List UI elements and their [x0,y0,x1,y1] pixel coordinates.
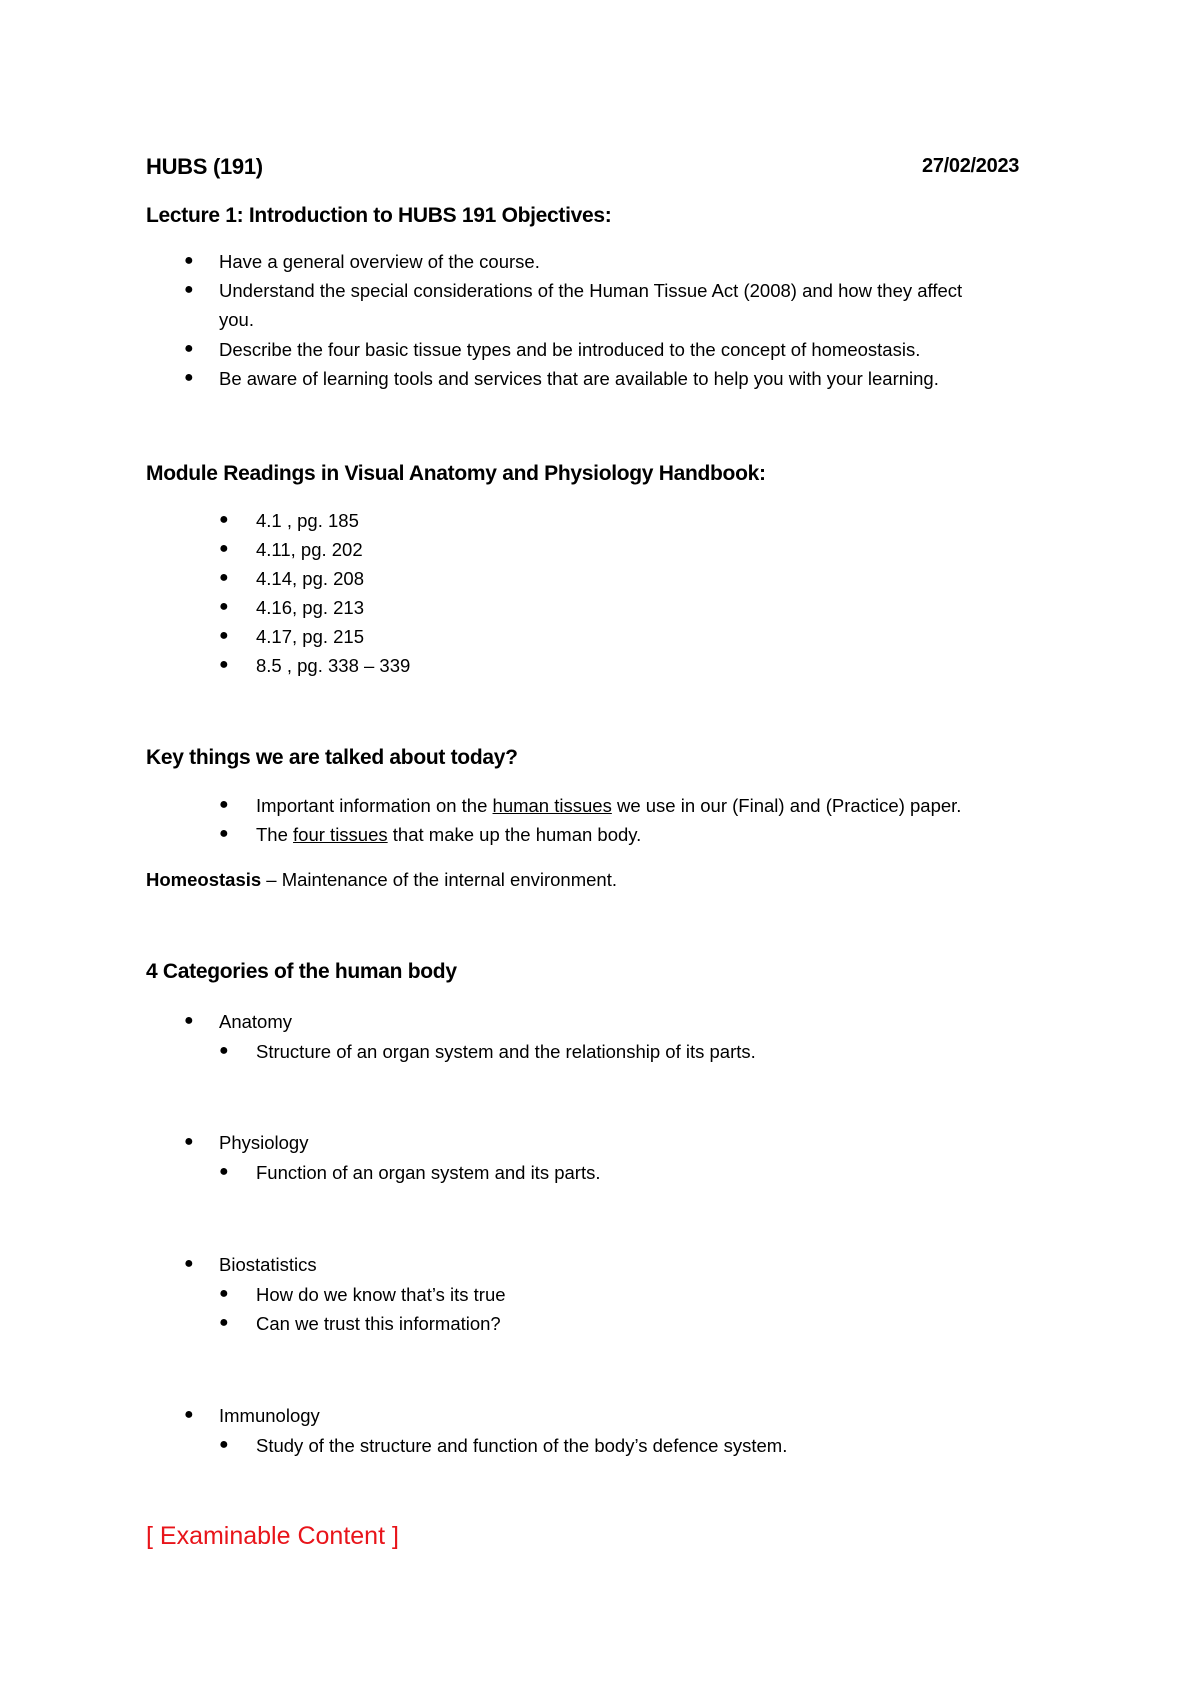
homeostasis-definition: Homeostasis – Maintenance of the internal environment. [146,869,617,890]
category-biostatistics: Biostatistics [219,1254,317,1275]
category-detail: How do we know that’s its true [256,1284,506,1305]
bullet-icon: ● [184,1133,194,1150]
category-anatomy: Anatomy [219,1011,293,1032]
examinable-content-label: [ Examinable Content ] [146,1522,399,1550]
bullet-icon: ● [219,540,229,557]
key-thing-item: Important information on the human tissues we use in our (Final) and (Practice) paper. [256,795,962,816]
bullet-icon: ● [219,511,229,528]
category-detail: Study of the structure and function of the body’s defence system. [256,1435,788,1456]
bullet-icon: ● [184,252,194,269]
reading-item: 4.14, pg. 208 [256,568,365,589]
category-detail: Function of an organ system and its parts. [256,1162,601,1183]
bullet-icon: ● [219,569,229,586]
lecture-title: Lecture 1: Introduction to HUBS 191 Objectives: [146,204,612,227]
bullet-icon: ● [219,656,229,673]
bullet-icon: ● [219,1436,229,1453]
bullet-icon: ● [219,1163,229,1180]
objective-item: Have a general overview of the course. [219,251,540,272]
bullet-icon: ● [219,1314,229,1331]
category-detail: Structure of an organ system and the relationship of its parts. [256,1041,756,1062]
category-physiology: Physiology [219,1132,309,1153]
bullet-icon: ● [219,1285,229,1302]
key-things-title: Key things we are talked about today? [146,746,518,769]
key-thing-item: The four tissues that make up the human body. [256,824,642,845]
category-immunology: Immunology [219,1405,320,1426]
bullet-icon: ● [219,796,229,813]
reading-item: 4.11, pg. 202 [256,539,363,560]
objective-item: Understand the special considerations of the Human Tissue Act (2008) and how they affect [219,280,963,301]
document-date: 27/02/2023 [922,155,1020,177]
bullet-icon: ● [184,1012,194,1029]
bullet-icon: ● [184,1255,194,1272]
bullet-icon: ● [184,369,194,386]
categories-title: 4 Categories of the human body [146,960,457,983]
bullet-icon: ● [219,598,229,615]
bullet-icon: ● [219,825,229,842]
bullet-icon: ● [219,1042,229,1059]
reading-item: 8.5 , pg. 338 – 339 [256,655,411,676]
readings-title: Module Readings in Visual Anatomy and Physiology Handbook: [146,462,766,485]
reading-item: 4.1 , pg. 185 [256,510,359,531]
bullet-icon: ● [184,340,194,357]
underlined-term: four tissues [293,824,388,845]
bullet-icon: ● [184,1406,194,1423]
objective-item: Be aware of learning tools and services that are available to help you with your learning. [219,368,939,389]
reading-item: 4.17, pg. 215 [256,626,365,647]
objective-item-continuation: you. [219,309,254,330]
bullet-icon: ● [219,627,229,644]
reading-item: 4.16, pg. 213 [256,597,365,618]
homeostasis-term: Homeostasis [146,869,262,890]
bullet-icon: ● [184,281,194,298]
underlined-term: human tissues [492,795,612,816]
course-title: HUBS (191) [146,154,263,179]
category-detail: Can we trust this information? [256,1313,501,1334]
objective-item: Describe the four basic tissue types and be introduced to the concept of homeostasis. [219,339,921,360]
